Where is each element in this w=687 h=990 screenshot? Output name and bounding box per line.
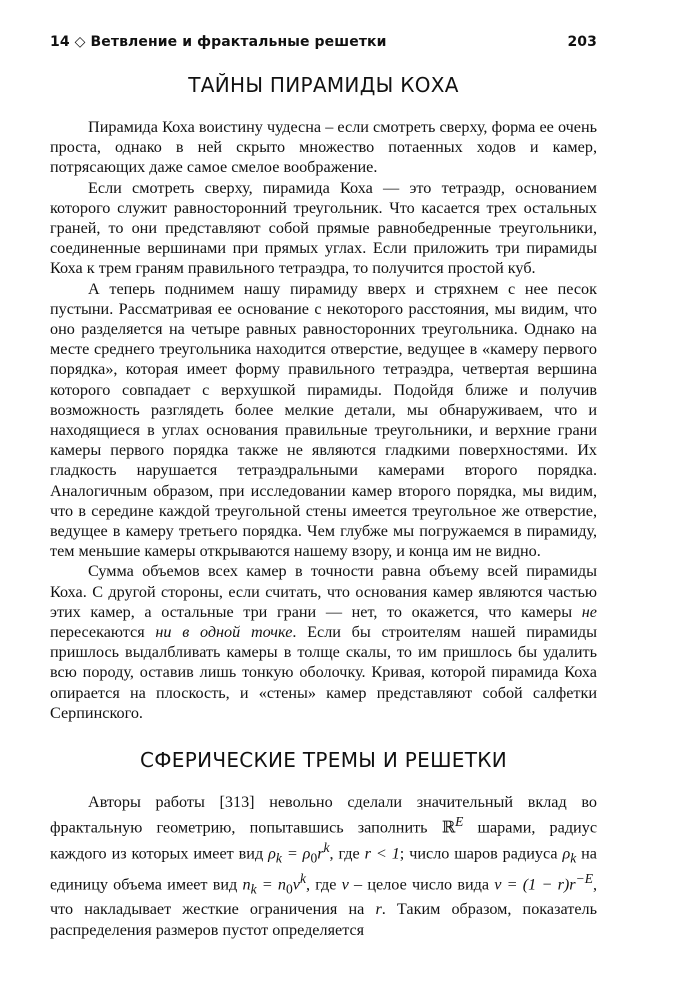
math-expr: ν = (1 − r)r (494, 875, 576, 894)
text-span: . Если бы строителям нашей пирамиды пришлось выдалбливать камеры в толще скалы, то им пришлось бы удалить всю породу, оставив лишь тонкую оболочку. Кривая, которой пирамида Коха опирается на плоскость, и «стены» камер представляют собой салфетки Серпинского. (50, 623, 597, 722)
math-nu: ν (292, 875, 300, 894)
math-sup: k (323, 839, 330, 855)
section-spherical-tremas-text (50, 792, 597, 940)
section-title-koch-pyramid: ТАЙНЫ ПИРАМИДЫ КОХА (188, 73, 459, 97)
math-rho: ρ (268, 844, 276, 863)
math-expr: r < 1 (364, 844, 400, 863)
math-expr: = n (256, 875, 286, 894)
paragraph (50, 792, 597, 940)
emphasis: не (581, 602, 597, 621)
math-sub: k (570, 850, 577, 866)
paragraph: А теперь поднимем нашу пирамиду вверх и стряхнем с нее песок пустыни. Рассматривая ее основание с некоторого расстояния, мы видим, что оно разделяется на четыре равных равносторонних треугольника. Однако на месте среднего треугольника находится отверстие, ведущее в «камеру первого порядка», которая имеет форму правильного тетраэдра, четвертая вершина которого совпадает с верхушкой пирамиды. Подойдя ближе и получив возможность разглядеть более мелкие детали, мы обнаруживаем, что и находящиеся в углах основания правильные треугольники, и верхние грани камеры первого порядка также не являются гладкими поверхностями. Их гладкость нарушается тетраэдральными камерами второго порядка. Аналогичным образом, при исследовании камер второго порядка, мы видим, что в середине каждой треугольной стены имеется треугольное же отверстие, ведущее в камеру третьего порядка. Чем глубже мы погружаемся в пирамиду, тем меньшие камеры открываются нашему взору, и конца им не видно. (50, 279, 597, 561)
text-span: – целое число вида (348, 875, 495, 894)
text-span: , где (305, 875, 342, 894)
math-sub: 0 (310, 850, 318, 866)
math-r: r (375, 900, 382, 919)
paragraph (50, 561, 597, 723)
math-nu: ν (341, 875, 349, 894)
section-title-spherical-tremas: СФЕРИЧЕСКИЕ ТРЕМЫ И РЕШЕТКИ (140, 748, 507, 772)
text-span: пересекаются (50, 623, 156, 642)
math-sup: E (455, 814, 464, 830)
math-sub: k (250, 881, 257, 897)
page-number: 203 (567, 34, 597, 50)
paragraph: Пирамида Коха воистину чудесна – если смотреть сверху, форма ее очень проста, однако в ней скрыто множество потаенных ходов и камер, потрясающих даже самое смелое воображение. (50, 118, 597, 177)
text-span: Сумма объемов всех камер в точности равна объему всей пирамиды Коха. С другой стороны, если считать, что основания камер являются частью этих камер, а остальные три грани — нет, то окажется, что камеры (50, 562, 597, 621)
text-span: ; число шаров радиуса (399, 844, 563, 863)
math-real-space: ℝ (441, 817, 456, 837)
math-sup: −E (575, 870, 593, 886)
math-sub: k (275, 850, 282, 866)
text-span: на единицу объема имеет вид (50, 844, 597, 894)
text-span: . Таким образом, показатель распределения размеров пустот определяется (50, 900, 597, 939)
section-koch-pyramid-text (50, 117, 597, 723)
text-span: Авторы работы [313] невольно сделали значительный вклад во фрактальную геометрию, попытавшись заполнить (50, 793, 597, 837)
math-rho: ρ (562, 844, 571, 863)
math-expr: = ρ (281, 844, 311, 863)
text-span: , где (329, 844, 365, 863)
emphasis: ни в одной точке (155, 623, 293, 642)
text-span: шарами, радиус каждого из которых имеет вид (50, 818, 597, 863)
math-r: r (317, 844, 324, 863)
chapter-title: 14 ◇ Ветвление и фрактальные решетки (50, 34, 387, 50)
text-span: , что накладывает жесткие ограничения на (50, 875, 597, 919)
math-sub: 0 (286, 881, 293, 897)
math-sup: k (299, 870, 306, 886)
paragraph: Если смотреть сверху, пирамида Коха — это тетраэдр, основанием которого служит равносторонний треугольник. Что касается трех остальных граней, то они представляют собой прямые равнобедренные треугольники, соединенные вершинами при прямых углах. Если приложить три пирамиды Коха к трем граням правильного тетраэдра, то получится простой куб. (50, 178, 597, 278)
math-n: n (242, 875, 251, 894)
